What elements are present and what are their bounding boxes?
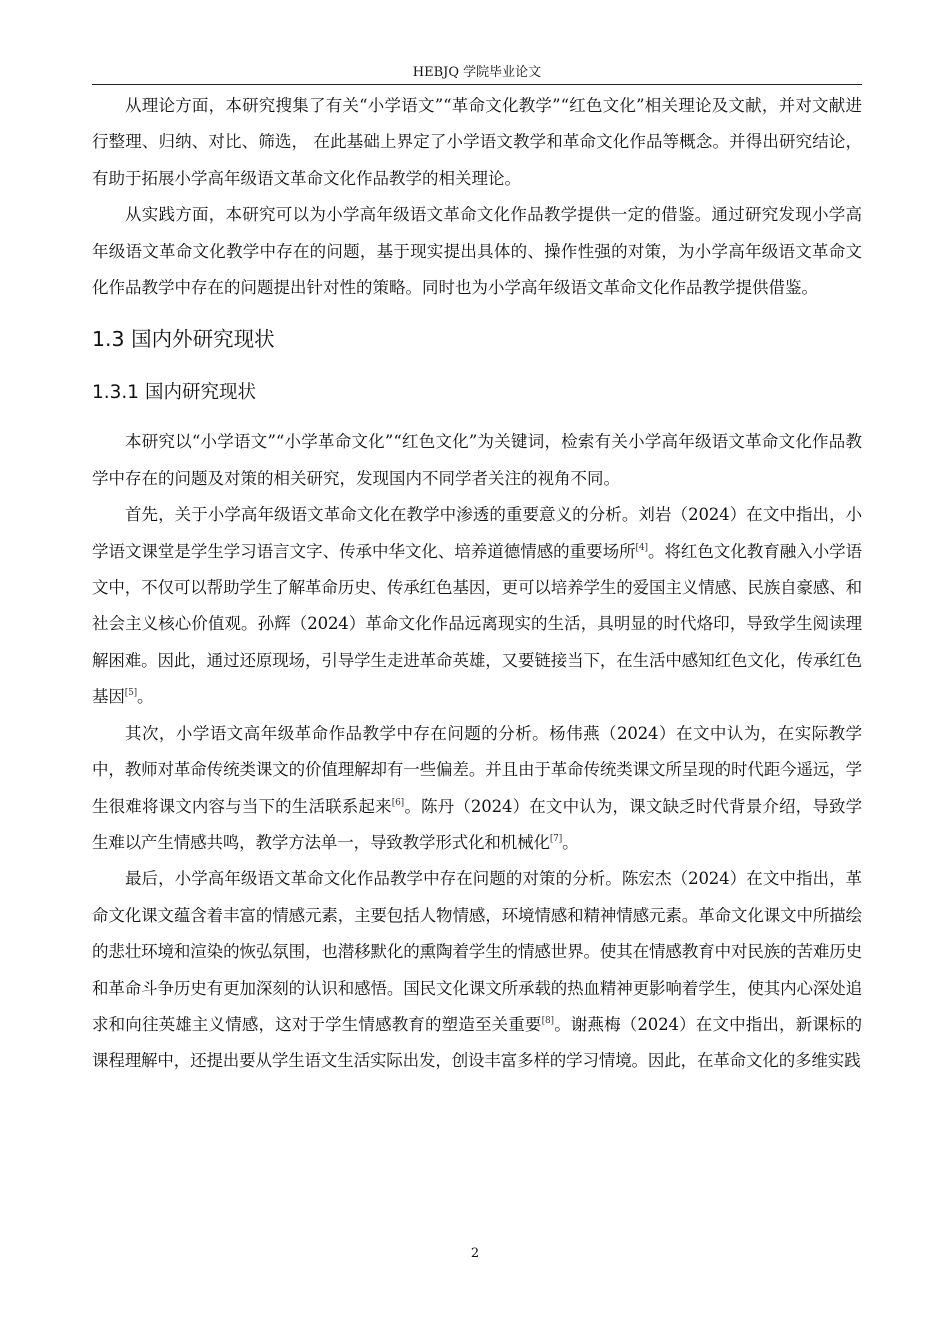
paragraph-first-text-a: 首先，关于小学高年级语文革命文化在教学中渗透的重要意义的分析。刘岩（2024）在文中指出，小学语文课堂是学生学习语言文字、传承中华文化、培养道德情感的重要场所 [92,505,862,561]
paragraph-first-text-b: 。将红色文化教育融入小学语文中，不仅可以帮助学生了解革命历史、传承红色基因，更可以培养学生的爱国主义情感、民族自豪感、和社会主义核心价值观。孙辉（2024）革命文化作品远离现实的生活，具明显的时代烙印，导致学生阅读理解困难。因此，通过还原现场，引导学生走进革命英雄，又要链接当下，在生活中感知红色文化，传承红色基因 [92,541,862,707]
header-rule [92,84,862,85]
citation-5: [5] [124,688,138,699]
paragraph-second [92,716,862,862]
paragraph-first [92,497,862,715]
page-number: 2 [470,1246,480,1261]
paragraph-second-text-a: 其次，小学语文高年级革命作品教学中存在问题的分析。杨伟燕（2024）在文中认为，在实际教学中，教师对革命传统类课文的价值理解却有一些偏差。并且由于革命传统类课文所呈现的时代距今遥远，学生很难将课文内容与当下的生活联系起来 [92,723,862,816]
paragraph-last-text-a: 最后，小学高年级语文革命文化作品教学中存在问题的对策的分析。陈宏杰（2024）在文中指出，革命文化课文蕴含着丰富的情感元素，主要包括人物情感，环境情感和精神情感元素。革命文化课文中所描绘的悲壮环境和渲染的恢弘氛围，也潜移默化的熏陶着学生的情感世界。使其在情感教育中对民族的苦难历史和革命斗争历史有更加深刻的认识和感悟。国民文化课文所承载的热血精神更影响着学生，使其内心深处追求和向往英雄主义情感，这对于学生情感教育的塑造至关重要 [92,869,862,1034]
paragraph-second-text-c: 。 [562,832,579,852]
subsection-heading [92,376,862,410]
section-title: 1.3 国内外研究现状 [92,327,275,352]
paragraph-second-text-b: 。陈丹（2024）在文中认为，课文缺乏时代背景介绍，导致学生难以产生情感共鸣，教学方法单一，导致教学形式化和机械化 [92,796,862,852]
citation-4: [4] [635,542,648,553]
citation-8: [8] [541,1015,554,1026]
section-heading [92,322,862,356]
paragraph-last [92,861,862,1079]
paragraph-practice: 从实践方面，本研究可以为小学高年级语文革命文化作品教学提供一定的借鉴。通过研究发现小学高年级语文革命文化教学中存在的问题，基于现实提出具体的、操作性强的对策，为小学高年级语文革命文化作品教学中存在的问题提出针对性的策略。同时也为小学高年级语文革命文化作品教学提供借鉴。 [92,205,862,298]
paragraph-first-text-c: 。 [137,687,154,707]
paragraph-theory: 从理论方面，本研究搜集了有关“小学语文”“革命文化教学”“红色文化”相关理论及文献，并对文献进行整理、归纳、对比、筛选， 在此基础上界定了小学语文教学和革命文化作品等概念。并得出研究结论，有助于拓展小学高年级语文革命文化作品教学的相关理论。 [92,96,862,188]
paragraph-last-text-b: 。谢燕梅（2024）在文中指出，新课标的课程理解中，还提出要从学生语文生活实际出发，创设丰富多样的学习情境。因此，在革命文化的多维实践 [92,1014,862,1071]
citation-6: [6] [391,797,405,808]
paragraph-intro: 本研究以“小学语文”“小学革命文化”“红色文化”为关键词，检索有关小学高年级语文革命文化作品教学中存在的问题及对策的相关研究，发现国内不同学者关注的视角不同。 [92,432,862,488]
citation-7: [7] [549,833,563,844]
page-body [92,88,862,1080]
subsection-title: 1.3.1 国内研究现状 [92,382,256,404]
running-header: HEBJQ 学院毕业论文 [412,65,542,80]
